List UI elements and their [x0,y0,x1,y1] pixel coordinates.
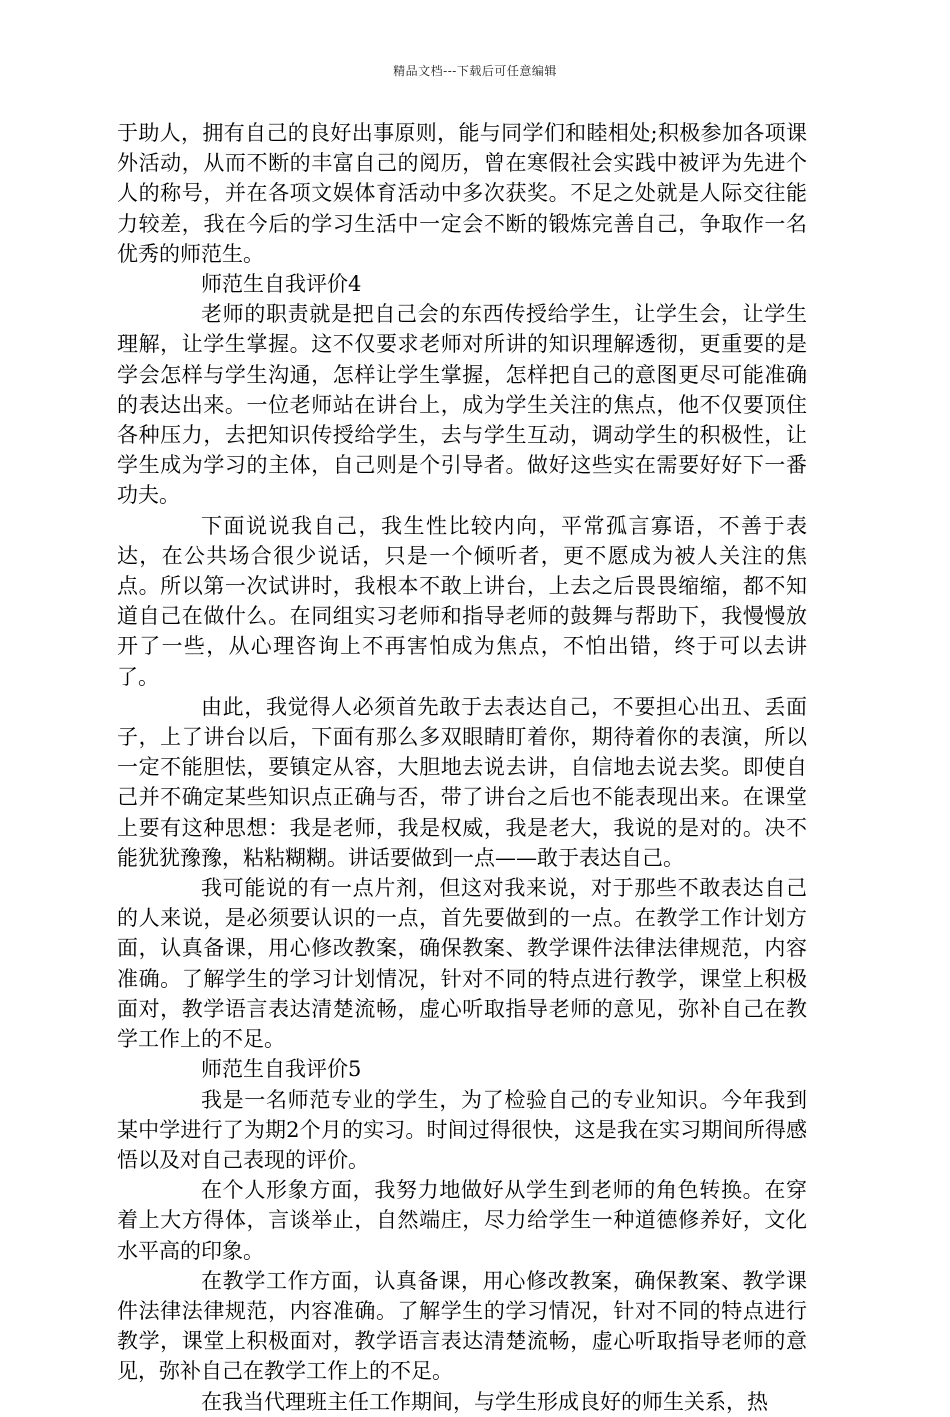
paragraph-about-myself: 下面说说我自己，我生性比较内向，平常孤言寡语，不善于表达，在公共场合很少说话，只是一个倾听者，更不愿成为被人关注的焦点。所以第一次试讲时，我根本不敢上讲台，上去之后畏畏缩缩，都不知道自己在做什么。在同组实习老师和指导老师的鼓舞与帮助下，我慢慢放开了一些，从心理咨询上不再害怕成为焦点，不怕出错，终于可以去讲了。 [117,513,807,689]
paragraph-teaching-plan: 我可能说的有一点片剂，但这对我来说，对于那些不敢表达自己的人来说，是必须要认识的一点，首先要做到的一点。在教学工作计划方面，认真备课，用心修改教案，确保教案、教学课件法律法律规范，内容准确。了解学生的学习计划情况，针对不同的特点进行教学，课堂上积极面对，教学语言表达清楚流畅，虚心听取指导老师的意见，弥补自己在教学工作上的不足。 [117,876,807,1052]
document-body [117,118,807,1417]
page-header: 精品文档---下载后可任意编辑 [393,64,557,78]
section-heading-4: 师范生自我评价4 [201,272,362,297]
paragraph-teaching-work: 在教学工作方面，认真备课，用心修改教案，确保教案、教学课件法律法律规范，内容准确。了解学生的学习情况，针对不同的特点进行教学，课堂上积极面对，教学语言表达清楚流畅，虚心听取指导老师的意见，弥补自己在教学工作上的不足。 [117,1268,807,1384]
paragraph-personal-image: 在个人形象方面，我努力地做好从学生到老师的角色转换。在穿着上大方得体，言谈举止，自然端庄，尽力给学生一种道德修养好，文化水平高的印象。 [117,1178,807,1263]
section-heading-5: 师范生自我评价5 [201,1057,362,1082]
paragraph-intro-continuation: 于助人，拥有自己的良好出事原则，能与同学们和睦相处;积极参加各项课外活动，从而不断的丰富自己的阅历，曾在寒假社会实践中被评为先进个人的称号，并在各项文娱体育活动中多次获奖。不足之处就是人际交往能力较差，我在今后的学习生活中一定会不断的锻炼完善自己，争取作一名优秀的师范生。 [117,121,807,266]
paragraph-internship-intro: 我是一名师范专业的学生，为了检验自己的专业知识。今年我到某中学进行了为期2个月的实习。时间过得很快，这是我在实习期间所得感悟以及对自己表现的评价。 [117,1087,807,1172]
paragraph-class-teacher: 在我当代理班主任工作期间，与学生形成良好的师生关系，热 [201,1389,768,1414]
paragraph-teacher-duty: 老师的职责就是把自己会的东西传授给学生，让学生会，让学生理解，让学生掌握。这不仅要求老师对所讲的知识理解透彻，更重要的是学会怎样与学生沟通，怎样让学生掌握，怎样把自己的意图更尽可能准确的表达出来。一位老师站在讲台上，成为学生关注的焦点，他不仅要顶住各种压力，去把知识传授给学生，去与学生互动，调动学生的积极性，让学生成为学习的主体，自己则是个引导者。做好这些实在需要好好下一番功夫。 [117,302,807,508]
paragraph-express-yourself: 由此，我觉得人必须首先敢于去表达自己，不要担心出丑、丢面子，上了讲台以后，下面有那么多双眼睛盯着你，期待着你的表演，所以一定不能胆怯，要镇定从容，大胆地去说去讲，自信地去说去奖。即使自己并不确定某些知识点正确与否，带了讲台之后也不能表现出来。在课堂上要有这种思想：我是老师，我是权威，我是老大，我说的是对的。决不能犹犹豫豫，粘粘糊糊。讲话要做到一点——敢于表达自己。 [117,694,807,870]
